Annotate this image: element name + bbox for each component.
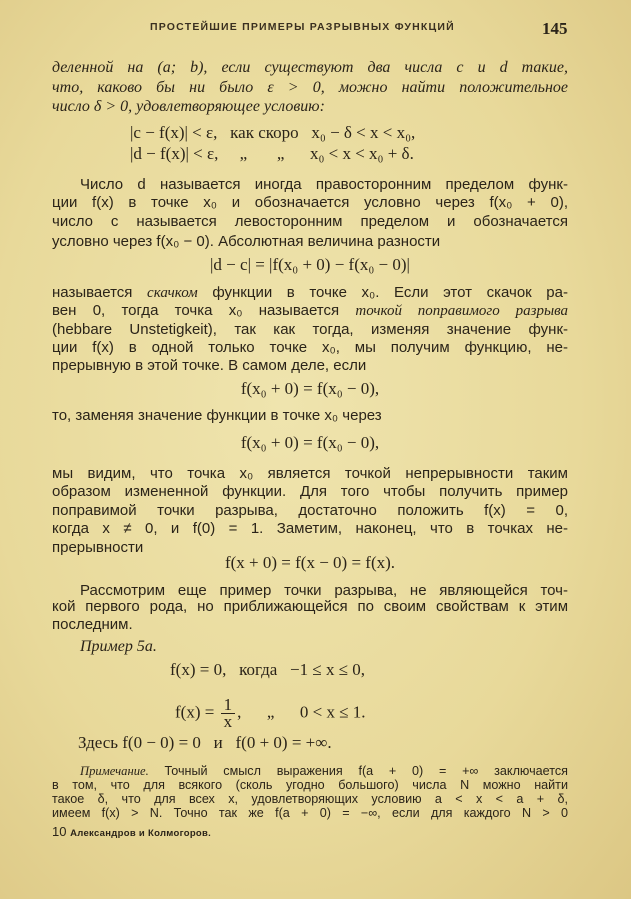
text-segment: f(x + 0) = f(x − 0) = f(x). — [224, 553, 396, 572]
text-segment: мы видим, что точка x₀ является точкой непрерывности таким — [52, 465, 568, 482]
text-segment: число c называется левосторонним пределом и обозначается — [52, 213, 568, 230]
text-segment: |d − c| = |f(x₀ + 0) − f(x₀ − 0)| — [210, 255, 410, 274]
footer-authors: Александров и Колмогоров. — [70, 828, 212, 839]
formula-line — [130, 123, 415, 143]
text-segment: f(x₀ + 0) = f(x₀ − 0), — [240, 379, 380, 398]
text-segment: Число d называется иногда правосторонним пределом функ- — [80, 176, 568, 193]
formula-line — [170, 660, 365, 680]
text-line — [52, 597, 568, 617]
text-segment: ции f(x) в точке x₀ и обозначается условно через f(x₀ + 0), — [52, 194, 568, 211]
text-segment: прерывную в этой точке. В самом деле, если — [52, 357, 367, 374]
text-line — [52, 193, 568, 213]
text-line — [80, 175, 568, 195]
fraction — [221, 697, 236, 730]
text-line — [52, 406, 568, 426]
text-line — [52, 519, 568, 539]
text-segment: называется — [52, 284, 148, 301]
formula-line — [175, 695, 366, 731]
text-line — [52, 356, 568, 376]
formula-line — [130, 144, 414, 164]
signature-mark: 10 — [52, 824, 67, 839]
emphasized-text: Примечание. — [80, 764, 149, 778]
text-line — [52, 501, 568, 521]
text-line — [52, 97, 568, 117]
running-header: ПРОСТЕЙШИЕ ПРИМЕРЫ РАЗРЫВНЫХ ФУНКЦИЙ — [150, 21, 455, 33]
emphasized-text: точкой поправимого разрыва — [355, 303, 569, 319]
formula-line — [78, 733, 332, 753]
text-segment: f(x) = 0, когда −1 ≤ x ≤ 0, — [170, 660, 366, 679]
text-segment: вен 0, тогда точка x₀ называется — [52, 302, 356, 319]
text-segment: имеем f(x) > N. Точно так же f(a + 0) = −∞, если для каждого N > 0 — [52, 806, 568, 820]
text-line — [52, 301, 568, 321]
formula-line — [52, 433, 568, 453]
text-line — [52, 615, 568, 635]
text-segment: когда x ≠ 0, и f(0) = 1. Заметим, наконец, что в точках не- — [52, 520, 568, 537]
text-line — [52, 482, 568, 502]
text-line — [52, 464, 568, 484]
fraction-numerator: 1 — [221, 697, 236, 714]
text-segment: (hebbare Unstetigkeit), так как тогда, изменяя значение функ- — [52, 321, 568, 338]
text-segment: f(x₀ + 0) = f(x₀ − 0), — [240, 433, 380, 452]
emphasized-text: Пример 5a. — [80, 638, 157, 655]
text-segment: условно через f(x₀ − 0). Абсолютная величина разности — [52, 233, 441, 250]
text-segment: поправимой точки разрыва, достаточно положить f(x) = 0, — [52, 502, 568, 519]
formula-line — [52, 255, 568, 275]
text-segment: |c − f(x)| < ε, как скоро x₀ − δ < x < x₀, — [130, 123, 416, 142]
text-segment: ции f(x) в одной только точке x₀, мы получим функцию, не- — [52, 339, 568, 356]
text-segment: , „ 0 < x ≤ 1. — [237, 702, 366, 722]
text-line — [52, 232, 568, 252]
note-line — [52, 805, 568, 821]
text-segment: то, заменяя значение функции в точке x₀ через — [52, 407, 382, 424]
text-segment: Рассмотрим еще пример точки разрыва, не являющейся точ- — [80, 582, 568, 599]
text-line — [52, 338, 568, 358]
formula-line — [52, 379, 568, 399]
text-segment: последним. — [52, 616, 133, 633]
text-segment: такое δ, что для всех x, удовлетворяющих условию a < x < a + δ, — [52, 792, 568, 806]
text-line — [80, 637, 568, 657]
emphasized-text: деленной на (a; b), если существуют два числа c и d такие, — [52, 59, 568, 76]
text-line — [52, 212, 568, 232]
emphasized-text: что, каково бы ни было ε > 0, можно найти положительное — [52, 79, 568, 96]
fraction-denominator: x — [223, 712, 233, 731]
emphasized-text: скачком — [147, 285, 198, 301]
emphasized-text: число δ > 0, удовлетворяющее условию: — [52, 98, 325, 115]
text-segment: прерывности — [52, 539, 144, 556]
text-segment: |d − f(x)| < ε, „ „ x₀ < x < x₀ + δ. — [130, 144, 414, 163]
text-segment: в том, что для всякого (сколь угодно большого) числа N можно найти — [52, 778, 568, 792]
text-line — [52, 78, 568, 98]
text-segment: Здесь f(0 − 0) = 0 и f(0 + 0) = +∞. — [78, 733, 332, 752]
text-segment: Точный смысл выражения f(a + 0) = +∞ заключается — [148, 764, 568, 778]
text-line — [52, 58, 568, 78]
formula-line — [52, 553, 568, 573]
text-segment: кой первого рода, но приближающейся по своим свойствам к этим — [52, 598, 568, 615]
text-line — [52, 283, 568, 303]
text-segment: f(x) = — [175, 702, 219, 722]
text-segment: образом измененной функции. Для того чтобы получить пример — [52, 483, 568, 500]
footer — [52, 824, 211, 839]
text-line — [52, 320, 568, 340]
text-segment: функции в точке x₀. Если этот скачок ра- — [197, 284, 568, 301]
page-number: 145 — [542, 19, 568, 38]
